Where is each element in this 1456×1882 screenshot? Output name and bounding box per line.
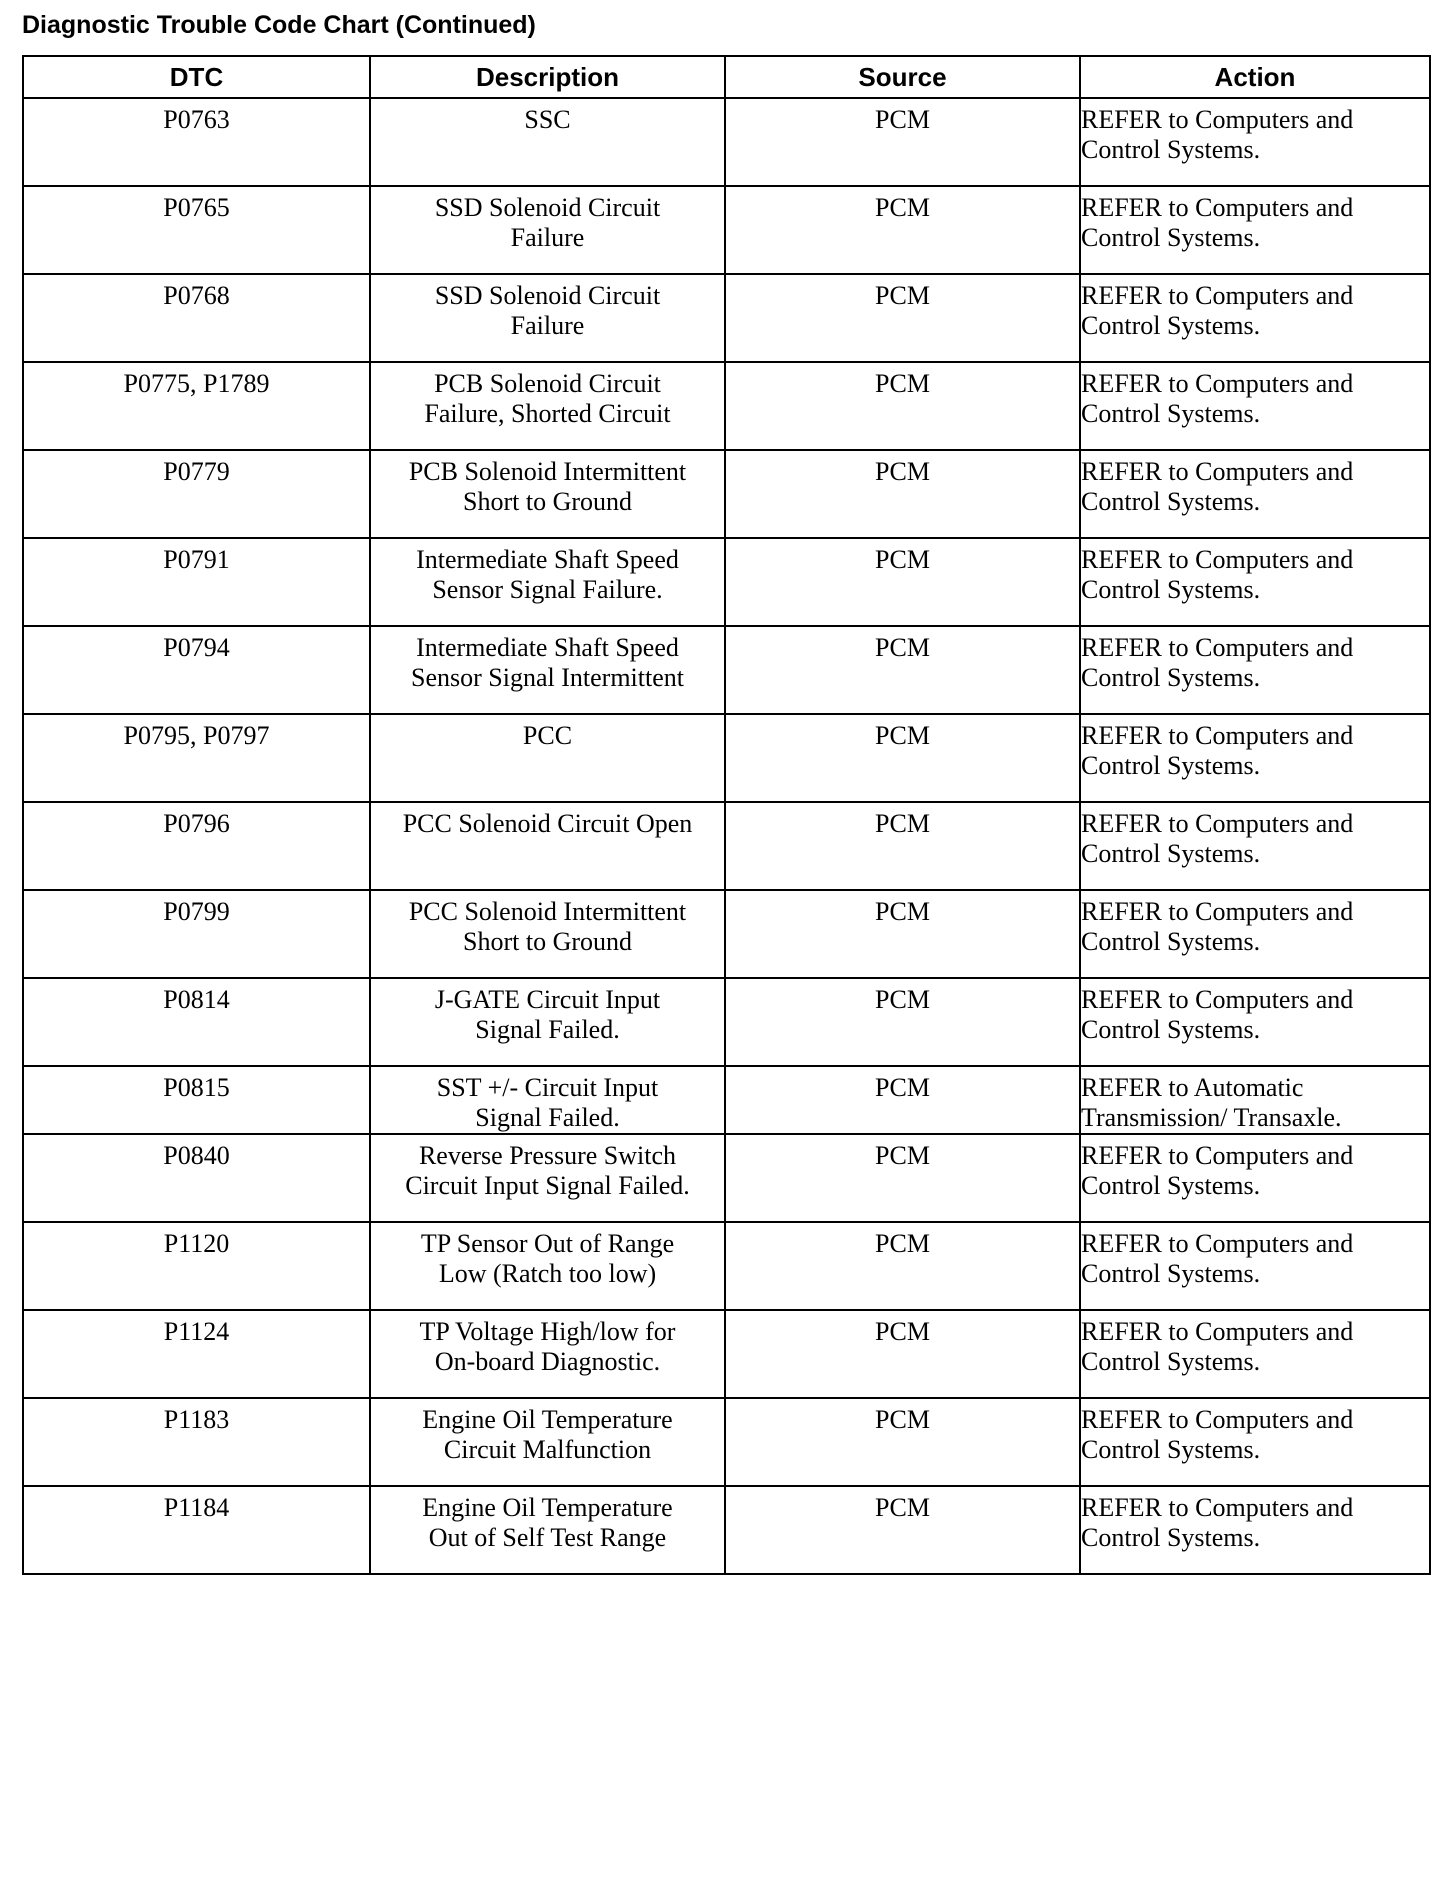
table-row <box>23 1310 1430 1398</box>
source-value: PCM <box>875 1073 930 1102</box>
dtc-code-cell <box>23 450 370 538</box>
dtc-code-cell <box>23 362 370 450</box>
action-line: REFER to Computers and <box>1081 457 1354 486</box>
description-cell <box>370 450 725 538</box>
description-cell <box>370 1222 725 1310</box>
table-row <box>23 450 1430 538</box>
action-line: Control Systems. <box>1081 399 1261 428</box>
dtc-code: P0779 <box>163 457 230 486</box>
source-cell <box>725 186 1080 274</box>
table-row <box>23 1222 1430 1310</box>
source-cell <box>725 274 1080 362</box>
action-line: REFER to Computers and <box>1081 105 1354 134</box>
table-row <box>23 890 1430 978</box>
action-line: REFER to Computers and <box>1081 1141 1354 1170</box>
dtc-code-cell <box>23 1134 370 1222</box>
action-line: Control Systems. <box>1081 663 1261 692</box>
source-cell <box>725 1066 1080 1134</box>
action-cell <box>1080 1486 1430 1574</box>
dtc-code: P0768 <box>163 281 230 310</box>
action-line: Control Systems. <box>1081 1523 1261 1552</box>
description-cell <box>370 98 725 186</box>
action-line: Control Systems. <box>1081 223 1261 252</box>
description-cell <box>370 1398 725 1486</box>
description-cell <box>370 1486 725 1574</box>
dtc-code-cell <box>23 1222 370 1310</box>
source-value: PCM <box>875 457 930 486</box>
description-line: Failure, Shorted Circuit <box>424 399 671 428</box>
action-line: Control Systems. <box>1081 575 1261 604</box>
action-line: REFER to Computers and <box>1081 545 1354 574</box>
action-cell <box>1080 1398 1430 1486</box>
action-line: Control Systems. <box>1081 927 1261 956</box>
column-header-action: Action <box>1080 56 1430 98</box>
description-cell <box>370 1134 725 1222</box>
description-cell <box>370 274 725 362</box>
dtc-code-cell <box>23 978 370 1066</box>
action-line: REFER to Computers and <box>1081 1493 1354 1522</box>
source-cell <box>725 98 1080 186</box>
dtc-code: P0796 <box>163 809 230 838</box>
source-cell <box>725 714 1080 802</box>
dtc-code: P1183 <box>163 1405 230 1434</box>
column-header-description: Description <box>370 56 725 98</box>
description-line: Signal Failed. <box>475 1015 620 1044</box>
dtc-code-cell <box>23 186 370 274</box>
source-value: PCM <box>875 281 930 310</box>
dtc-code-cell <box>23 1398 370 1486</box>
dtc-code: P0799 <box>163 897 230 926</box>
dtc-code: P0815 <box>163 1073 230 1102</box>
source-cell <box>725 890 1080 978</box>
source-value: PCM <box>875 897 930 926</box>
dtc-code: P1184 <box>163 1493 230 1522</box>
action-line: REFER to Computers and <box>1081 1317 1354 1346</box>
action-cell <box>1080 538 1430 626</box>
action-cell <box>1080 714 1430 802</box>
description-line: PCC <box>522 721 573 750</box>
description-cell <box>370 714 725 802</box>
description-line: Circuit Malfunction <box>443 1435 652 1464</box>
table-row <box>23 1066 1430 1134</box>
description-line: PCC Solenoid Intermittent <box>408 897 687 926</box>
action-line: REFER to Computers and <box>1081 633 1354 662</box>
column-header-source: Source <box>725 56 1080 98</box>
dtc-code-cell <box>23 1066 370 1134</box>
source-value: PCM <box>875 1317 930 1346</box>
description-line: PCB Solenoid Intermittent <box>408 457 687 486</box>
source-value: PCM <box>875 193 930 222</box>
table-row <box>23 978 1430 1066</box>
action-cell <box>1080 274 1430 362</box>
description-line: Signal Failed. <box>475 1103 620 1132</box>
description-line: SSD Solenoid Circuit <box>434 281 661 310</box>
table-row <box>23 274 1430 362</box>
table-row <box>23 362 1430 450</box>
source-value: PCM <box>875 1493 930 1522</box>
action-line: REFER to Computers and <box>1081 721 1354 750</box>
action-cell <box>1080 890 1430 978</box>
action-line: Transmission/ Transaxle. <box>1081 1103 1342 1132</box>
dtc-code: P0775, P1789 <box>123 369 270 398</box>
dtc-code-cell <box>23 714 370 802</box>
action-line: Control Systems. <box>1081 487 1261 516</box>
dtc-code-cell <box>23 1310 370 1398</box>
description-line: Out of Self Test Range <box>428 1523 667 1552</box>
description-line: PCC Solenoid Circuit Open <box>402 809 693 838</box>
source-cell <box>725 450 1080 538</box>
description-line: Sensor Signal Intermittent <box>411 663 684 692</box>
description-cell <box>370 186 725 274</box>
description-cell <box>370 362 725 450</box>
table-row <box>23 538 1430 626</box>
action-line: Control Systems. <box>1081 1435 1261 1464</box>
table-row <box>23 1134 1430 1222</box>
dtc-code-cell <box>23 626 370 714</box>
dtc-code-cell <box>23 538 370 626</box>
table-body <box>23 98 1430 1574</box>
action-cell <box>1080 362 1430 450</box>
dtc-code: P0765 <box>163 193 230 222</box>
description-line: Failure <box>510 223 585 252</box>
action-line: REFER to Computers and <box>1081 985 1354 1014</box>
table-row <box>23 802 1430 890</box>
action-line: Control Systems. <box>1081 1347 1261 1376</box>
source-cell <box>725 626 1080 714</box>
action-cell <box>1080 186 1430 274</box>
table-row <box>23 98 1430 186</box>
dtc-code: P0763 <box>163 105 230 134</box>
description-cell <box>370 626 725 714</box>
dtc-code: P0794 <box>163 633 230 662</box>
description-cell <box>370 890 725 978</box>
source-value: PCM <box>875 545 930 574</box>
table-row <box>23 714 1430 802</box>
description-line: Low (Ratch too low) <box>438 1259 657 1288</box>
action-line: REFER to Computers and <box>1081 809 1354 838</box>
dtc-code-cell <box>23 1486 370 1574</box>
source-cell <box>725 1398 1080 1486</box>
description-line: Short to Ground <box>463 487 632 516</box>
action-line: Control Systems. <box>1081 1259 1261 1288</box>
source-cell <box>725 538 1080 626</box>
dtc-code: P0814 <box>163 985 230 1014</box>
dtc-code: P1120 <box>163 1229 230 1258</box>
dtc-code-cell <box>23 890 370 978</box>
description-line: TP Voltage High/low for <box>419 1317 676 1346</box>
action-cell <box>1080 1066 1430 1134</box>
description-line: Intermediate Shaft Speed <box>416 633 679 662</box>
description-line: Circuit Input Signal Failed. <box>405 1171 690 1200</box>
description-cell <box>370 1066 725 1134</box>
dtc-table <box>22 55 1431 1575</box>
action-cell <box>1080 1310 1430 1398</box>
description-line: SSC <box>524 105 571 134</box>
dtc-code-cell <box>23 98 370 186</box>
source-cell <box>725 1310 1080 1398</box>
source-value: PCM <box>875 1229 930 1258</box>
table-row <box>23 626 1430 714</box>
action-cell <box>1080 802 1430 890</box>
description-cell <box>370 538 725 626</box>
action-line: REFER to Computers and <box>1081 897 1354 926</box>
dtc-code: P0791 <box>163 545 230 574</box>
source-value: PCM <box>875 105 930 134</box>
description-line: J-GATE Circuit Input <box>434 985 661 1014</box>
action-line: REFER to Computers and <box>1081 1229 1354 1258</box>
table-row <box>23 1398 1430 1486</box>
action-line: Control Systems. <box>1081 1015 1261 1044</box>
page-title: Diagnostic Trouble Code Chart (Continued) <box>22 11 536 39</box>
action-cell <box>1080 1222 1430 1310</box>
action-line: REFER to Computers and <box>1081 281 1354 310</box>
action-line: Control Systems. <box>1081 135 1261 164</box>
source-cell <box>725 362 1080 450</box>
action-line: Control Systems. <box>1081 311 1261 340</box>
description-line: Engine Oil Temperature <box>422 1493 673 1522</box>
source-cell <box>725 1134 1080 1222</box>
description-line: TP Sensor Out of Range <box>420 1229 675 1258</box>
action-line: Control Systems. <box>1081 1171 1261 1200</box>
action-cell <box>1080 1134 1430 1222</box>
description-line: On-board Diagnostic. <box>434 1347 661 1376</box>
table-row <box>23 1486 1430 1574</box>
table-header-row <box>23 56 1430 98</box>
source-value: PCM <box>875 985 930 1014</box>
action-line: REFER to Computers and <box>1081 369 1354 398</box>
description-cell <box>370 802 725 890</box>
description-line: Failure <box>510 311 585 340</box>
action-line: Control Systems. <box>1081 839 1261 868</box>
action-cell <box>1080 978 1430 1066</box>
source-cell <box>725 802 1080 890</box>
source-cell <box>725 1222 1080 1310</box>
action-line: REFER to Computers and <box>1081 193 1354 222</box>
action-cell <box>1080 626 1430 714</box>
column-header-dtc: DTC <box>23 56 370 98</box>
description-cell <box>370 1310 725 1398</box>
source-value: PCM <box>875 1405 930 1434</box>
dtc-code-cell <box>23 802 370 890</box>
table-row <box>23 186 1430 274</box>
source-value: PCM <box>875 809 930 838</box>
dtc-code: P0795, P0797 <box>123 721 270 750</box>
description-cell <box>370 978 725 1066</box>
description-line: SST +/- Circuit Input <box>436 1073 659 1102</box>
action-cell <box>1080 450 1430 538</box>
source-value: PCM <box>875 633 930 662</box>
source-value: PCM <box>875 369 930 398</box>
dtc-code-cell <box>23 274 370 362</box>
description-line: Intermediate Shaft Speed <box>416 545 679 574</box>
source-value: PCM <box>875 721 930 750</box>
dtc-code: P1124 <box>163 1317 230 1346</box>
description-line: SSD Solenoid Circuit <box>434 193 661 222</box>
description-line: Sensor Signal Failure. <box>432 575 663 604</box>
dtc-code: P0840 <box>163 1141 230 1170</box>
action-line: Control Systems. <box>1081 751 1261 780</box>
action-cell <box>1080 98 1430 186</box>
description-line: Short to Ground <box>463 927 632 956</box>
description-line: PCB Solenoid Circuit <box>434 369 661 398</box>
source-value: PCM <box>875 1141 930 1170</box>
description-line: Engine Oil Temperature <box>422 1405 673 1434</box>
description-line: Reverse Pressure Switch <box>418 1141 677 1170</box>
action-line: REFER to Computers and <box>1081 1405 1354 1434</box>
source-cell <box>725 978 1080 1066</box>
action-line: REFER to Automatic <box>1081 1073 1304 1102</box>
source-cell <box>725 1486 1080 1574</box>
